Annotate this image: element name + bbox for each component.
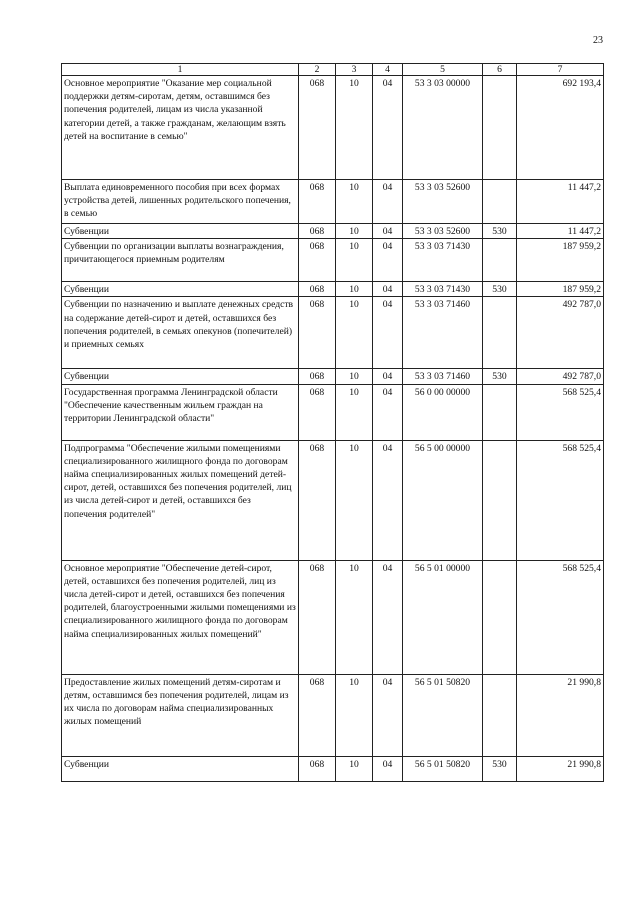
cell-section: 10 [336, 440, 373, 560]
cell-target-code: 53 3 03 71430 [403, 282, 483, 297]
row-name: Подпрограмма "Обеспечение жилыми помещениями специализированного жилищного фонда по договорам найма специализированных жилых помещений детей-сирот, детей, оставшихся без попечения родителей, лиц из числа детей-сирот и детей, оставшихся без попечения родителей" [62, 440, 299, 560]
table-row [62, 224, 604, 239]
table-row [62, 756, 604, 781]
cell-section: 10 [336, 76, 373, 180]
cell-expense-type [483, 239, 517, 282]
cell-expense-type [483, 674, 517, 756]
row-name: Субвенции по организации выплаты вознаграждения, причитающегося приемным родителям [62, 239, 299, 282]
cell-ministry: 068 [299, 224, 336, 239]
table-header-row [62, 64, 604, 76]
cell-amount: 692 193,4 [517, 76, 604, 180]
cell-amount: 11 447,2 [517, 224, 604, 239]
cell-expense-type [483, 76, 517, 180]
cell-subsection: 04 [373, 674, 403, 756]
cell-subsection: 04 [373, 440, 403, 560]
cell-amount: 187 959,2 [517, 282, 604, 297]
cell-section: 10 [336, 756, 373, 781]
cell-expense-type: 530 [483, 282, 517, 297]
cell-target-code: 53 3 03 71460 [403, 297, 483, 369]
row-name: Государственная программа Ленинградской области "Обеспечение качественным жильем граждан на территории Ленинградской области" [62, 384, 299, 440]
row-name: Субвенции по назначению и выплате денежных средств на содержание детей-сирот и детей, оставшихся без попечения родителей, в семьях опекунов (попечителей) и приемных семьях [62, 297, 299, 369]
cell-subsection: 04 [373, 180, 403, 224]
cell-target-code: 53 3 03 71430 [403, 239, 483, 282]
cell-expense-type: 530 [483, 756, 517, 781]
cell-amount: 21 990,8 [517, 674, 604, 756]
cell-subsection: 04 [373, 369, 403, 384]
cell-section: 10 [336, 560, 373, 674]
cell-ministry: 068 [299, 282, 336, 297]
table-row [62, 239, 604, 282]
column-header: 4 [373, 64, 403, 76]
row-name: Субвенции [62, 224, 299, 239]
cell-subsection: 04 [373, 756, 403, 781]
cell-section: 10 [336, 297, 373, 369]
table-row [62, 76, 604, 180]
column-header: 7 [517, 64, 604, 76]
cell-subsection: 04 [373, 282, 403, 297]
cell-target-code: 53 3 03 52600 [403, 224, 483, 239]
cell-ministry: 068 [299, 756, 336, 781]
table-row [62, 440, 604, 560]
table-row [62, 282, 604, 297]
cell-section: 10 [336, 180, 373, 224]
cell-ministry: 068 [299, 560, 336, 674]
cell-section: 10 [336, 224, 373, 239]
table-row [62, 180, 604, 224]
cell-target-code: 53 3 03 00000 [403, 76, 483, 180]
row-name: Субвенции [62, 756, 299, 781]
cell-section: 10 [336, 674, 373, 756]
cell-ministry: 068 [299, 369, 336, 384]
cell-target-code: 56 5 01 50820 [403, 756, 483, 781]
cell-expense-type: 530 [483, 369, 517, 384]
cell-expense-type [483, 384, 517, 440]
cell-target-code: 56 5 01 00000 [403, 560, 483, 674]
cell-subsection: 04 [373, 224, 403, 239]
cell-ministry: 068 [299, 297, 336, 369]
table-row [62, 674, 604, 756]
table-row [62, 384, 604, 440]
cell-subsection: 04 [373, 560, 403, 674]
row-name: Предоставление жилых помещений детям-сиротам и детям, оставшимся без попечения родителей, лицам из их числа по договорам найма специализированных жилых помещений [62, 674, 299, 756]
cell-expense-type: 530 [483, 224, 517, 239]
cell-ministry: 068 [299, 180, 336, 224]
cell-amount: 492 787,0 [517, 369, 604, 384]
row-name: Основное мероприятие "Оказание мер социальной поддержки детям-сиротам, детям, оставшимся без попечения родителей, лицам из числа указанной категории детей, а также гражданам, желающим взять детей на воспитание в семью" [62, 76, 299, 180]
cell-section: 10 [336, 282, 373, 297]
cell-amount: 11 447,2 [517, 180, 604, 224]
cell-subsection: 04 [373, 297, 403, 369]
column-header: 5 [403, 64, 483, 76]
cell-section: 10 [336, 384, 373, 440]
cell-target-code: 56 5 01 50820 [403, 674, 483, 756]
cell-amount: 568 525,4 [517, 560, 604, 674]
page-number: 23 [593, 35, 603, 46]
row-name: Субвенции [62, 282, 299, 297]
cell-target-code: 56 0 00 00000 [403, 384, 483, 440]
budget-table [61, 63, 604, 782]
column-header: 1 [62, 64, 299, 76]
cell-amount: 568 525,4 [517, 384, 604, 440]
cell-ministry: 068 [299, 76, 336, 180]
cell-ministry: 068 [299, 384, 336, 440]
cell-section: 10 [336, 369, 373, 384]
cell-amount: 187 959,2 [517, 239, 604, 282]
cell-ministry: 068 [299, 674, 336, 756]
cell-amount: 568 525,4 [517, 440, 604, 560]
cell-expense-type [483, 297, 517, 369]
column-header: 2 [299, 64, 336, 76]
cell-ministry: 068 [299, 440, 336, 560]
cell-subsection: 04 [373, 384, 403, 440]
cell-ministry: 068 [299, 239, 336, 282]
table-row [62, 560, 604, 674]
cell-expense-type [483, 560, 517, 674]
cell-target-code: 53 3 03 52600 [403, 180, 483, 224]
column-header: 6 [483, 64, 517, 76]
cell-section: 10 [336, 239, 373, 282]
row-name: Субвенции [62, 369, 299, 384]
column-header: 3 [336, 64, 373, 76]
row-name: Основное мероприятие "Обеспечение детей-сирот, детей, оставшихся без попечения родителей, лиц из числа детей-сирот и детей, оставшихся без попечения родителей, благоустроенными жилыми помещениями из специализированного жилищного фонда по договорам найма специализированных жилых помещений" [62, 560, 299, 674]
table-row [62, 369, 604, 384]
cell-amount: 492 787,0 [517, 297, 604, 369]
cell-subsection: 04 [373, 239, 403, 282]
table-row [62, 297, 604, 369]
cell-expense-type [483, 440, 517, 560]
cell-subsection: 04 [373, 76, 403, 180]
cell-expense-type [483, 180, 517, 224]
cell-target-code: 56 5 00 00000 [403, 440, 483, 560]
cell-amount: 21 990,8 [517, 756, 604, 781]
cell-target-code: 53 3 03 71460 [403, 369, 483, 384]
row-name: Выплата единовременного пособия при всех формах устройства детей, лишенных родительского попечения, в семью [62, 180, 299, 224]
